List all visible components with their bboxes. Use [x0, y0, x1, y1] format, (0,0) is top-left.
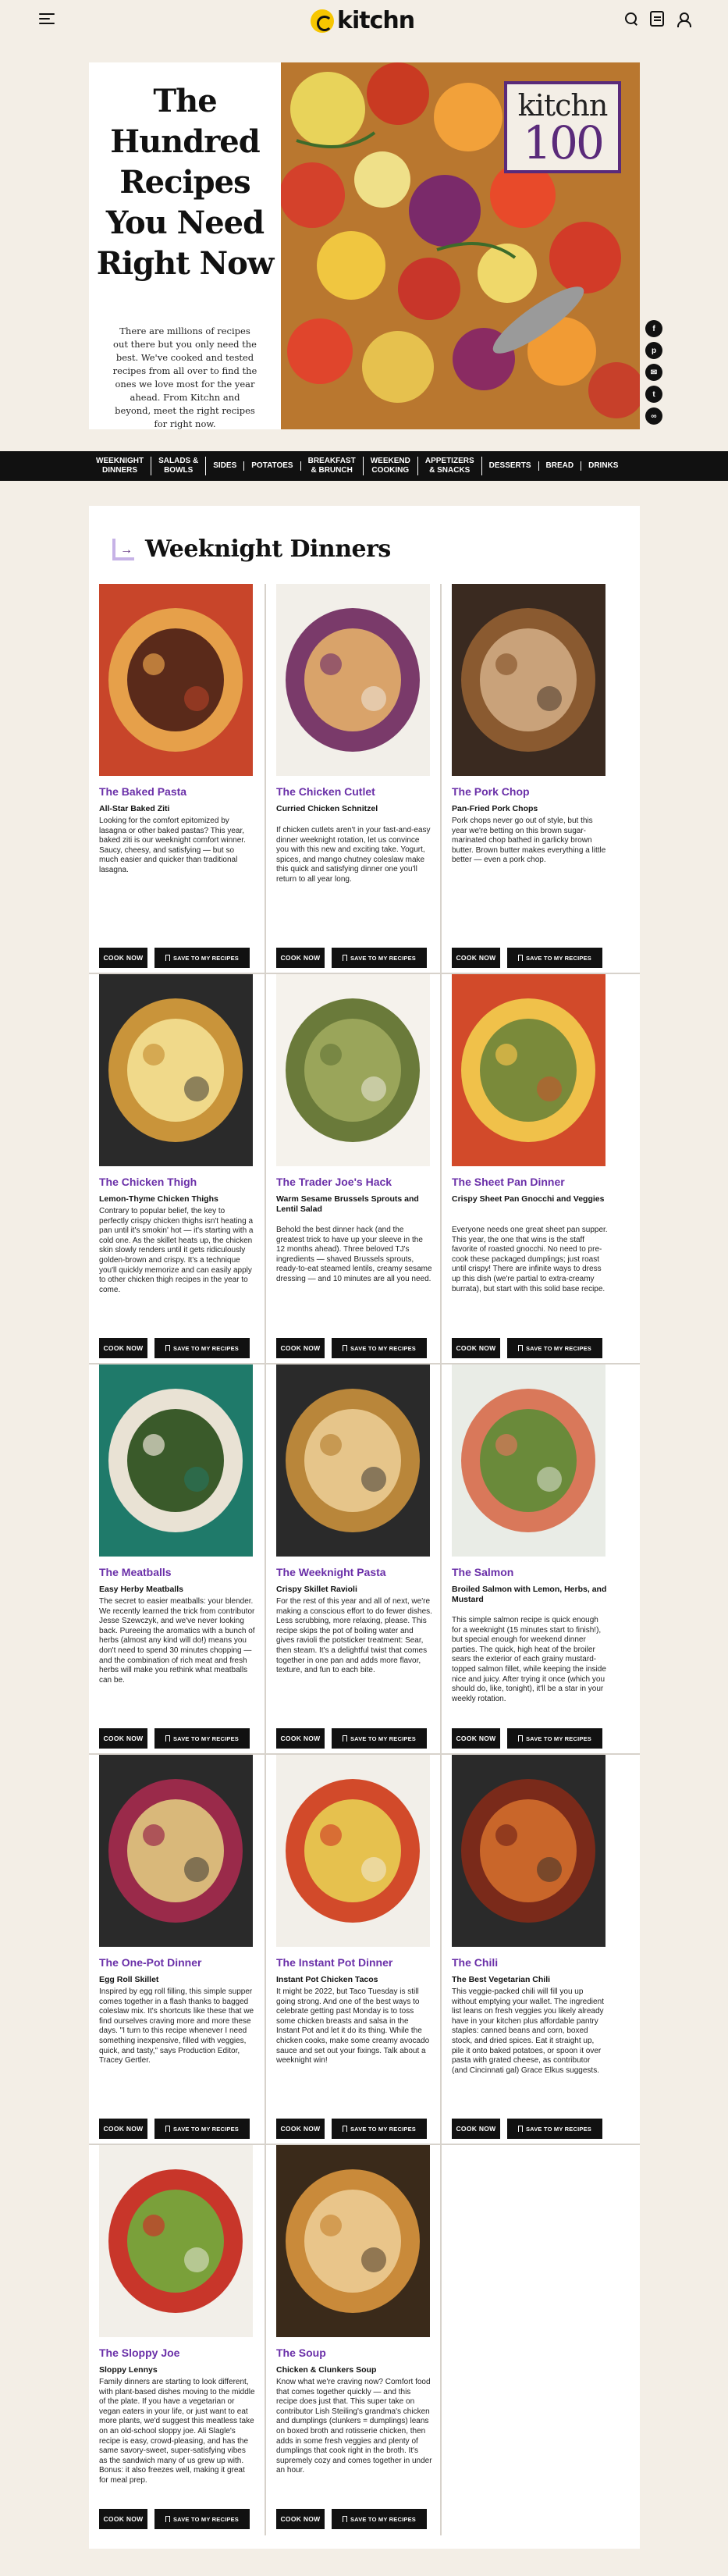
- bookmark-icon: [165, 1735, 170, 1742]
- recipe-name: Egg Roll Skillet: [99, 1975, 159, 1984]
- recipe-name: All-Star Baked Ziti: [99, 804, 170, 813]
- bookmark-icon: [518, 1345, 523, 1351]
- section-arrow-icon: →: [112, 539, 134, 560]
- recipe-actions: [276, 948, 427, 968]
- recipe-photo[interactable]: [276, 974, 430, 1166]
- recipe-photo[interactable]: [452, 584, 605, 776]
- recipe-description: The secret to easier meatballs: your blender. We recently learned the trick from contributor Jesse Szewczyk, and we've never looking back. Pureeing the aromatics with a bunch of herbs (almost any kind will do!) means you don't need to spend 30 minutes chopping — and the combination of rich meat and fresh herbs will make you rethink what meatballs can be.: [99, 1597, 255, 1685]
- save-button-label: SAVE TO MY RECIPES: [172, 1344, 240, 1352]
- recipe-name: Easy Herby Meatballs: [99, 1585, 183, 1594]
- copy-link-icon[interactable]: ∞: [645, 407, 662, 425]
- recipe-category-link[interactable]: The Chicken Cutlet: [276, 785, 375, 798]
- cook-now-button[interactable]: COOK NOW: [452, 948, 500, 968]
- bookmark-icon: [343, 2516, 347, 2522]
- recipe-card[interactable]: [442, 1364, 618, 1755]
- recipe-name: Sloppy Lennys: [99, 2365, 158, 2375]
- recipe-card[interactable]: [266, 974, 442, 1364]
- save-button-label: SAVE TO MY RECIPES: [525, 1344, 592, 1352]
- recipe-photo[interactable]: [99, 584, 253, 776]
- hero-text-panel: [89, 62, 281, 429]
- save-to-my-recipes-button[interactable]: [154, 1338, 250, 1358]
- recipe-actions: [276, 2509, 427, 2529]
- hero-title: The Hundred Recipes You Need Right Now: [96, 83, 274, 282]
- save-to-my-recipes-button[interactable]: [154, 2119, 250, 2139]
- recipe-actions: [276, 1338, 427, 1358]
- cook-now-button[interactable]: COOK NOW: [276, 1728, 325, 1749]
- recipe-photo[interactable]: [276, 1755, 430, 1947]
- logo-mark-icon: [311, 9, 334, 33]
- recipe-category-link[interactable]: The Sheet Pan Dinner: [452, 1176, 565, 1188]
- cook-now-button[interactable]: COOK NOW: [99, 948, 147, 968]
- save-to-my-recipes-button[interactable]: [154, 2509, 250, 2529]
- recipe-name: Curried Chicken Schnitzel: [276, 804, 378, 813]
- recipe-name: Crispy Sheet Pan Gnocchi and Veggies: [452, 1194, 605, 1204]
- recipe-category-link[interactable]: The Weeknight Pasta: [276, 1566, 386, 1578]
- save-button-label: SAVE TO MY RECIPES: [525, 2125, 592, 2133]
- save-button-label: SAVE TO MY RECIPES: [350, 954, 417, 962]
- save-to-my-recipes-button[interactable]: [332, 1338, 427, 1358]
- save-to-my-recipes-button[interactable]: [507, 1338, 602, 1358]
- recipe-name: Pan-Fried Pork Chops: [452, 804, 538, 813]
- recipe-photo[interactable]: [99, 2145, 253, 2337]
- cook-now-button[interactable]: COOK NOW: [99, 2119, 147, 2139]
- save-button-label: SAVE TO MY RECIPES: [172, 1735, 240, 1742]
- save-to-my-recipes-button[interactable]: [332, 2509, 427, 2529]
- section-header: [112, 535, 391, 563]
- recipe-category-link[interactable]: The Chicken Thigh: [99, 1176, 197, 1188]
- recipe-name: The Best Vegetarian Chili: [452, 1975, 551, 1984]
- recipe-photo[interactable]: [99, 974, 253, 1166]
- recipe-description: Looking for the comfort epitomized by lasagna or other baked pastas? This year, baked ziti is our weeknight comfort winner. Saucy, cheesy, and satisfying — but so much easier and quicker than traditional lasagna.: [99, 817, 246, 874]
- recipe-description: For the rest of this year and all of next, we're making a conscious effort to do fewer dishes. Less scrubbing, more relaxing, please. This recipe skips the pot of boiling water and gives ravioli the potsticker treatment: Sear, then steam. It's a delightful twist that comes together in one pan and adds more flavor, texture, and fun to each bite.: [276, 1597, 432, 1675]
- menu-icon[interactable]: [39, 13, 55, 24]
- save-button-label: SAVE TO MY RECIPES: [525, 1735, 592, 1742]
- bookmark-icon: [518, 1735, 523, 1742]
- site-header: [0, 0, 728, 39]
- bookmark-icon: [165, 955, 170, 961]
- recipe-row: [89, 974, 640, 1364]
- save-to-my-recipes-button[interactable]: [507, 948, 602, 968]
- recipe-card[interactable]: [89, 1364, 265, 1755]
- recipe-name: Chicken & Clunkers Soup: [276, 2365, 377, 2375]
- save-to-my-recipes-button[interactable]: [332, 1728, 427, 1749]
- recipe-description: Know what we're craving now? Comfort food that comes together quickly — and this recipe does just that. This super take on contributor Lish Steiling's grandma's chicken and dumplings (clunkers = dumplings) leans on boxed broth and rotisserie chicken, then adds in some fresh veggies and plenty of dumplings that cook right in the broth. It's supremely cozy and comes together in under an hour.: [276, 2378, 432, 2475]
- save-button-label: SAVE TO MY RECIPES: [172, 2125, 240, 2133]
- cook-now-button[interactable]: COOK NOW: [99, 2509, 147, 2529]
- recipe-photo[interactable]: [276, 1364, 430, 1557]
- recipe-description: Pork chops never go out of style, but this year we're betting on this brown sugar-marinated chop bathed in garlicky brown butter. Brown butter makes everything a little better — even a pork chop.: [452, 817, 606, 865]
- header-actions: [623, 11, 691, 27]
- category-drinks[interactable]: DRINKS: [588, 461, 619, 470]
- recipe-card[interactable]: [442, 1755, 618, 2145]
- bookmark-icon: [165, 2516, 170, 2522]
- recipe-description: Behold the best dinner hack (and the greatest trick to have up your sleeve in the 12 months ahead). Three beloved TJ's ingredients — shaved Brussels sprouts, ready-to-eat steamed lentils, creamy sesame dressing — and 10 minutes are all you need.: [276, 1226, 432, 1283]
- recipe-category-link[interactable]: The Sloppy Joe: [99, 2347, 180, 2359]
- email-share-icon[interactable]: ✉: [645, 364, 662, 381]
- cook-now-button[interactable]: COOK NOW: [452, 1728, 500, 1749]
- save-to-my-recipes-button[interactable]: [332, 2119, 427, 2139]
- recipe-category-link[interactable]: The Chili: [452, 1956, 499, 1969]
- recipe-photo[interactable]: [99, 1755, 253, 1947]
- save-button-label: SAVE TO MY RECIPES: [350, 1735, 417, 1742]
- section-title: Weeknight Dinners: [145, 535, 391, 563]
- save-to-my-recipes-button[interactable]: [507, 2119, 602, 2139]
- recipe-photo[interactable]: [452, 974, 605, 1166]
- recipe-actions: [99, 948, 250, 968]
- recipe-photo[interactable]: [452, 1755, 605, 1947]
- recipe-description: This veggie-packed chili will fill you up without emptying your wallet. The ingredient list leans on fresh veggies you likely already have in your kitchen plus affordable pantry staples: canned beans and corn, boxed stock, and dried spices. Eat it straight up, pile it onto baked potatoes, or spoon it over pasta with grated cheese, as contributor (and Cincinnati gal) Grace Elkus suggests.: [452, 1987, 604, 2075]
- recipe-card[interactable]: [89, 974, 265, 1364]
- recipe-actions: [452, 2119, 602, 2139]
- recipe-category-link[interactable]: The Baked Pasta: [99, 785, 187, 798]
- save-button-label: SAVE TO MY RECIPES: [172, 954, 240, 962]
- category-potatoes[interactable]: POTATOES: [244, 461, 300, 471]
- badge-number: 100: [523, 116, 602, 169]
- recipe-name: Instant Pot Chicken Tacos: [276, 1975, 378, 1984]
- recipe-actions: [99, 2509, 250, 2529]
- category-salads-bowls[interactable]: SALADS & BOWLS: [151, 457, 206, 475]
- recipe-description: It might be 2022, but Taco Tuesday is still going strong. And one of the best ways to celebrate getting past Monday is to toss some chicken breasts and salsa in the Instant Pot and let it do its thing. While the chicken cooks, make some creamy avocado sauce and set out your fixings. Talk about a weeknight win!: [276, 1987, 430, 2065]
- recipe-actions: [452, 1728, 602, 1749]
- facebook-share-icon[interactable]: f: [645, 320, 662, 337]
- bookmark-icon: [518, 2126, 523, 2132]
- recipe-actions: [452, 948, 602, 968]
- save-button-label: SAVE TO MY RECIPES: [172, 2515, 240, 2523]
- category-weekend-cooking[interactable]: WEEKEND COOKING: [364, 457, 418, 475]
- save-button-label: SAVE TO MY RECIPES: [350, 2515, 417, 2523]
- recipe-description: This simple salmon recipe is quick enough for a weeknight (15 minutes start to finish!), but special enough for weekend dinner parties. The quick, high heat of the broiler sears the exterior of each grainy mustard-topped salmon fillet, while keeping the inside nice and juicy. After trying it once (which you should do, like, tonight), it'll be a star in your weekly rotation.: [452, 1616, 606, 1703]
- recipe-category-link[interactable]: The One-Pot Dinner: [99, 1956, 202, 1969]
- bookmark-icon: [165, 2126, 170, 2132]
- recipe-row: [89, 1364, 640, 1755]
- recipe-card[interactable]: [442, 584, 618, 974]
- user-icon[interactable]: [675, 11, 691, 27]
- recipe-name: Crispy Skillet Ravioli: [276, 1585, 357, 1594]
- recipe-actions: [452, 1338, 602, 1358]
- recipe-grid: [89, 584, 640, 2535]
- hero-image: [281, 62, 640, 429]
- category-breakfast-brunch[interactable]: BREAKFAST & BRUNCH: [301, 457, 364, 475]
- cook-now-button[interactable]: COOK NOW: [276, 948, 325, 968]
- recipe-card[interactable]: [442, 974, 618, 1364]
- bookmark-icon: [343, 1735, 347, 1742]
- bookmark-icon: [165, 1345, 170, 1351]
- recipe-name: Lemon-Thyme Chicken Thighs: [99, 1194, 218, 1204]
- bookmark-icon: [343, 1345, 347, 1351]
- share-buttons: [645, 320, 662, 425]
- category-desserts[interactable]: DESSERTS: [482, 461, 539, 471]
- bookmark-icon: [343, 955, 347, 961]
- recipe-description: Contrary to popular belief, the key to perfectly crispy chicken thighs isn't heating a pan until it's smokin' hot — it's starting with a cold one. As the skillet heats up, the chicken skin slowly renders until it gets ridiculously golden-brown and crispy. It's a technique you'll quickly memorize and can easily apply to other chicken thigh recipes in the year to come.: [99, 1207, 254, 1294]
- cook-now-button[interactable]: COOK NOW: [452, 2119, 500, 2139]
- recipe-row: [89, 584, 640, 974]
- save-to-my-recipes-button[interactable]: [154, 1728, 250, 1749]
- recipe-category-link[interactable]: The Instant Pot Dinner: [276, 1956, 393, 1969]
- cook-now-button[interactable]: COOK NOW: [276, 2119, 325, 2139]
- pinterest-share-icon[interactable]: p: [645, 342, 662, 359]
- cook-now-button[interactable]: COOK NOW: [276, 1338, 325, 1358]
- recipe-description: If chicken cutlets aren't in your fast-and-easy dinner weeknight rotation, let us convince you with this new and exciting take. Yogurt, spices, and mango chutney coleslaw make this quick and satisfying dinner one you'll return to all year long.: [276, 826, 431, 884]
- save-button-label: SAVE TO MY RECIPES: [350, 1344, 417, 1352]
- recipe-description: Everyone needs one great sheet pan supper. This year, the one that wins is the staff favorite of roasted gnocchi. No need to pre-cook these packaged dumplings; just roast until crispy! There are infinite ways to dress up this dish (we're partial to extra-creamy burrata), but start with this solid base recipe.: [452, 1226, 608, 1293]
- category-appetizers-snacks[interactable]: APPETIZERS & SNACKS: [418, 457, 482, 475]
- cook-now-button[interactable]: COOK NOW: [99, 1728, 147, 1749]
- save-to-my-recipes-button[interactable]: [507, 1728, 602, 1749]
- recipe-name: Warm Sesame Brussels Sprouts and Lentil Salad: [276, 1194, 419, 1214]
- recipe-category-link[interactable]: The Meatballs: [99, 1566, 172, 1578]
- recipe-actions: [99, 1728, 250, 1749]
- twitter-share-icon[interactable]: t: [645, 386, 662, 403]
- recipe-card[interactable]: [266, 2145, 442, 2535]
- save-to-my-recipes-button[interactable]: [332, 948, 427, 968]
- recipe-card[interactable]: [89, 584, 265, 974]
- recipe-card[interactable]: [266, 1755, 442, 2145]
- recipe-actions: [99, 2119, 250, 2139]
- site-logo[interactable]: [311, 7, 414, 34]
- hero-description: There are millions of recipes out there but you only need the best. We've cooked and tested recipes from all over to find the ones we love most for the year ahead. From Kitchn and beyond, meet the right recipes for right now.: [112, 326, 257, 429]
- recipe-section: [89, 506, 640, 2549]
- recipe-photo[interactable]: [99, 1364, 253, 1557]
- hero-banner: [89, 62, 640, 429]
- recipe-category-link[interactable]: The Salmon: [452, 1566, 514, 1578]
- recipe-box-icon[interactable]: [650, 11, 664, 27]
- recipe-category-link[interactable]: The Soup: [276, 2347, 326, 2359]
- recipe-category-link[interactable]: The Trader Joe's Hack: [276, 1176, 392, 1188]
- recipe-card[interactable]: [266, 584, 442, 974]
- bookmark-icon: [518, 955, 523, 961]
- logo-text: kitchn: [337, 7, 415, 34]
- cook-now-button[interactable]: COOK NOW: [276, 2509, 325, 2529]
- recipe-actions: [276, 1728, 427, 1749]
- category-bread[interactable]: BREAD: [539, 461, 582, 471]
- recipe-description: Family dinners are starting to look different, with plant-based dishes moving to the middle of the plate. If you have a vegetarian or vegan eaters in your life, or just want to eat more plants, we'd suggest this meatless take on an old-school sloppy joe. Ali Slagle's recipe is easy, crowd-pleasing, and has the same savory-sweet, super-satisfying vibes as the sandwich many of us grew up with. Bonus: it also freezes well, making it great for meal prep.: [99, 2378, 255, 2485]
- recipe-row: [89, 1755, 640, 2145]
- recipe-description: Inspired by egg roll filling, this simple supper comes together in a flash thanks to bagged coleslaw mix. It's shortcuts like these that we find ourselves craving more and more these days. "I turn to this recipe whenever I need something inexpensive, filled with veggies, quick, and tasty," says Production Editor, Tracey Gertler.: [99, 1987, 254, 2065]
- bookmark-icon: [343, 2126, 347, 2132]
- recipe-name: Broiled Salmon with Lemon, Herbs, and Mustard: [452, 1585, 607, 1604]
- category-sides[interactable]: SIDES: [206, 461, 244, 471]
- recipe-card[interactable]: [89, 1755, 265, 2145]
- search-icon[interactable]: [623, 11, 639, 27]
- recipe-card[interactable]: [266, 1364, 442, 1755]
- recipe-category-link[interactable]: The Pork Chop: [452, 785, 530, 798]
- kitchn-100-badge: [504, 81, 621, 173]
- cook-now-button[interactable]: COOK NOW: [99, 1338, 147, 1358]
- badge-brand: kitchn: [517, 88, 608, 123]
- save-button-label: SAVE TO MY RECIPES: [525, 954, 592, 962]
- recipe-photo[interactable]: [452, 1364, 605, 1557]
- recipe-card[interactable]: [89, 2145, 265, 2535]
- recipe-photo[interactable]: [276, 2145, 430, 2337]
- recipe-actions: [99, 1338, 250, 1358]
- save-button-label: SAVE TO MY RECIPES: [350, 2125, 417, 2133]
- recipe-photo[interactable]: [276, 584, 430, 776]
- recipe-actions: [276, 2119, 427, 2139]
- cook-now-button[interactable]: COOK NOW: [452, 1338, 500, 1358]
- recipe-row: [89, 2145, 640, 2535]
- save-to-my-recipes-button[interactable]: [154, 948, 250, 968]
- category-weeknight-dinners[interactable]: WEEKNIGHT DINNERS: [89, 457, 151, 475]
- category-nav: [0, 451, 728, 481]
